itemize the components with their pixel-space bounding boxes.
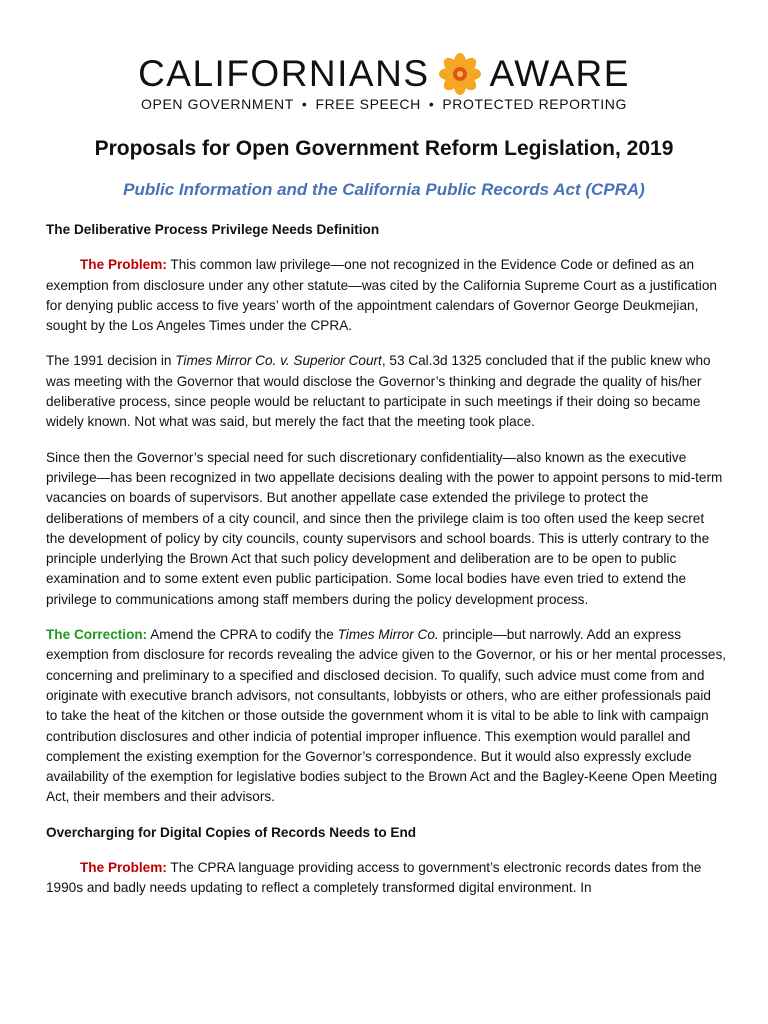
problem-text: This common law privilege—one not recognized in the Evidence Code or defined as an exemption from disclosure under any other statute—was cited by the California Supreme Court as a justification for denying public access to five years’ worth of the appointment calendars of Governor George Deukmejian, sought by the Los Angeles Times under the CPRA.	[46, 257, 717, 334]
tagline-item: PROTECTED REPORTING	[442, 96, 627, 112]
decision-rest: , 53 Cal.3d 1325 concluded that if the public knew who was meeting with the Governor that would disclose the Governor’s thinking and degrade the quality of his/her deliberative process, since people would be reluctant to participate in such meetings if their doing so became widely known. Not what was said, but merely the fact that the meeting took place.	[46, 353, 711, 430]
problem-label: The Problem:	[80, 860, 167, 876]
case-citation: Times Mirror Co. v. Superior Court	[175, 353, 382, 369]
correction-lead: Amend the CPRA to codify the	[147, 627, 338, 643]
problem-label: The Problem:	[80, 257, 167, 273]
decision-lead: The 1991 decision in	[46, 353, 176, 369]
tagline-separator: •	[301, 96, 308, 112]
document-body	[46, 220, 726, 914]
document-title: Proposals for Open Government Reform Legislation, 2019	[94, 137, 674, 160]
sunflower-icon	[438, 52, 482, 96]
problem-paragraph	[46, 255, 726, 336]
problem-paragraph	[46, 858, 726, 899]
logo-text-right: AWARE	[489, 53, 630, 94]
case-citation: Times Mirror Co.	[337, 627, 439, 643]
correction-rest: principle—but narrowly. Add an express exemption from disclosure for records revealing the advice given to the Governor, or his or her mental processes, concerning and preliminary to a specified and disclosed decision. To qualify, such advice must come from and originate with executive branch advisors, not consultants, lobbyists or others, who are either professionals paid to take the heat of the kitchen or those outside the government whom it is vital to be able to link with campaign contribution disclosures and other indicia of potential improper influence. This exemption would parallel and complement the existing exemption for the Governor’s correspondence. But it would also expressly exclude availability of the exemption for legislative bodies subject to the Brown Act and the Bagley-Keene Open Meeting Act, their members and their advisors.	[46, 627, 727, 805]
tagline-item: OPEN GOVERNMENT	[141, 96, 294, 112]
correction-label: The Correction:	[46, 627, 148, 643]
decision-paragraph	[46, 351, 726, 432]
privilege-history-paragraph: Since then the Governor’s special need for such discretionary confidentiality—also known as the executive privilege—has been recognized in two appellate decisions dealing with the power to appoint persons to mid-term vacancies on boards of supervisors. But another appellate case extended the privilege to protect the deliberations of members of a city council, and since then the privilege claim is too often used the keep secret the development of policy by city councils, county supervisors and school boards. This is utterly contrary to the principle underlying the Brown Act that such policy development and deliberation are to be open to public examination and to some extent even public participation. Some local bodies have even tried to extend the privilege to communications among staff members during the policy development process.	[46, 449, 723, 607]
correction-paragraph	[46, 625, 726, 808]
section-heading: Overcharging for Digital Copies of Records Needs to End	[46, 824, 417, 840]
logo-text-left: CALIFORNIANS	[138, 53, 430, 94]
problem-text: The CPRA language providing access to government’s electronic records dates from the 1990s and badly needs updating to reflect a completely transformed digital environment. In	[46, 860, 702, 896]
section-heading: The Deliberative Process Privilege Needs Definition	[46, 222, 380, 237]
document-subtitle: Public Information and the California Public Records Act (CPRA)	[123, 180, 645, 199]
tagline	[0, 96, 768, 112]
tagline-item: FREE SPEECH	[315, 96, 421, 112]
californians-aware-logo	[0, 52, 768, 96]
tagline-separator: •	[428, 96, 435, 112]
